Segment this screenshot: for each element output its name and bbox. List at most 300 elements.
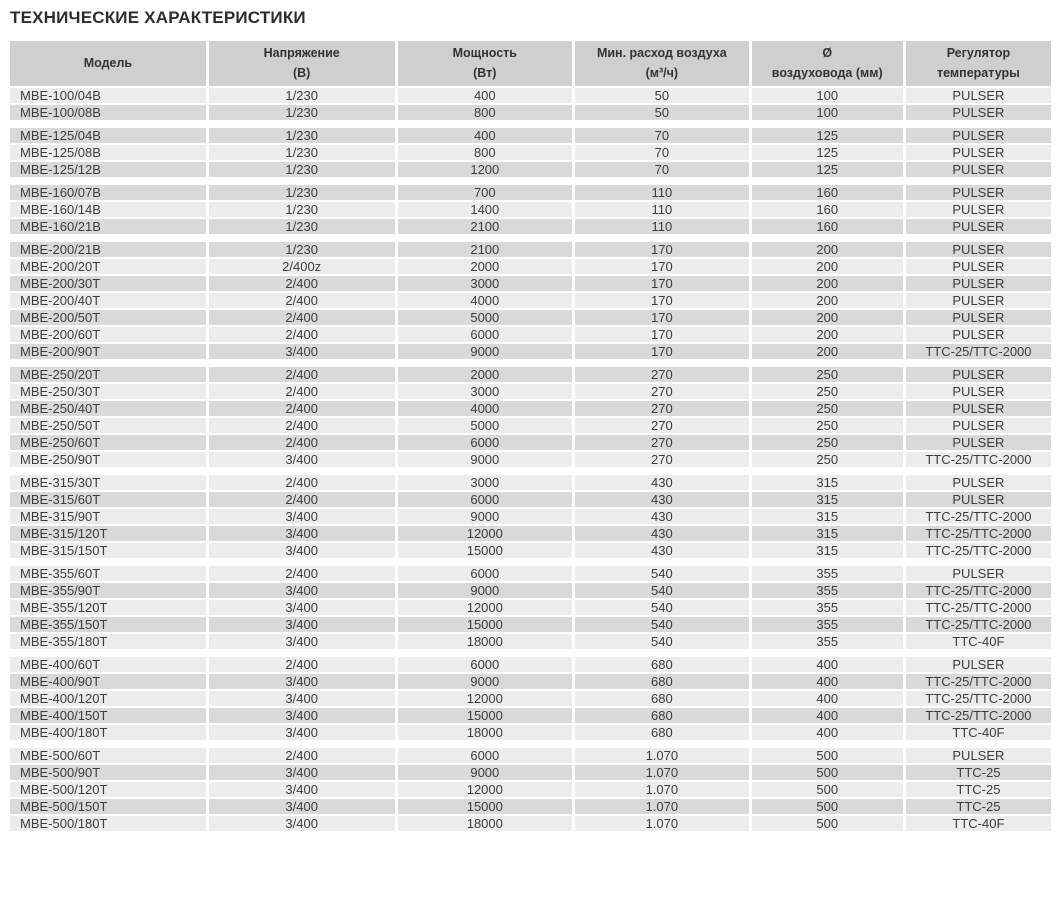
cell-voltage: 3/400 bbox=[206, 799, 395, 816]
cell-regulator: TTC-25/TTC-2000 bbox=[903, 583, 1051, 600]
table-row bbox=[10, 418, 1051, 435]
cell-diameter: 400 bbox=[749, 657, 903, 674]
cell-voltage: 2/400 bbox=[206, 293, 395, 310]
table-row bbox=[10, 509, 1051, 526]
cell-model: MBE-200/60T bbox=[10, 327, 206, 344]
cell-model: MBE-315/90T bbox=[10, 509, 206, 526]
column-header-line2: температуры bbox=[937, 66, 1020, 81]
table-row bbox=[10, 145, 1051, 162]
cell-diameter: 200 bbox=[749, 242, 903, 259]
cell-diameter: 200 bbox=[749, 293, 903, 310]
table-row bbox=[10, 799, 1051, 816]
cell-regulator: PULSER bbox=[903, 384, 1051, 401]
cell-power: 400 bbox=[395, 88, 573, 105]
table-row bbox=[10, 452, 1051, 469]
table-row bbox=[10, 344, 1051, 361]
table-row bbox=[10, 492, 1051, 509]
cell-regulator: PULSER bbox=[903, 435, 1051, 452]
cell-power: 18000 bbox=[395, 634, 573, 651]
cell-power: 15000 bbox=[395, 708, 573, 725]
cell-diameter: 355 bbox=[749, 583, 903, 600]
cell-diameter: 400 bbox=[749, 708, 903, 725]
cell-voltage: 1/230 bbox=[206, 128, 395, 145]
cell-voltage: 3/400 bbox=[206, 617, 395, 634]
cell-voltage: 2/400 bbox=[206, 566, 395, 583]
cell-voltage: 2/400z bbox=[206, 259, 395, 276]
cell-airflow: 50 bbox=[572, 105, 749, 122]
cell-diameter: 200 bbox=[749, 344, 903, 361]
cell-regulator: TTC-25/TTC-2000 bbox=[903, 617, 1051, 634]
cell-voltage: 3/400 bbox=[206, 526, 395, 543]
table-row bbox=[10, 748, 1051, 765]
cell-regulator: PULSER bbox=[903, 492, 1051, 509]
table-row bbox=[10, 708, 1051, 725]
cell-diameter: 250 bbox=[749, 452, 903, 469]
cell-power: 3000 bbox=[395, 475, 573, 492]
cell-regulator: PULSER bbox=[903, 276, 1051, 293]
cell-power: 800 bbox=[395, 105, 573, 122]
cell-model: MBE-355/120T bbox=[10, 600, 206, 617]
cell-airflow: 110 bbox=[572, 185, 749, 202]
cell-power: 9000 bbox=[395, 344, 573, 361]
cell-regulator: TTC-25/TTC-2000 bbox=[903, 344, 1051, 361]
cell-regulator: PULSER bbox=[903, 310, 1051, 327]
table-row bbox=[10, 782, 1051, 799]
cell-airflow: 540 bbox=[572, 634, 749, 651]
cell-power: 15000 bbox=[395, 799, 573, 816]
cell-airflow: 540 bbox=[572, 566, 749, 583]
cell-diameter: 315 bbox=[749, 543, 903, 560]
cell-airflow: 1.070 bbox=[572, 799, 749, 816]
column-header-line1: Мощность bbox=[452, 46, 517, 60]
table-row bbox=[10, 600, 1051, 617]
cell-power: 2100 bbox=[395, 242, 573, 259]
cell-power: 9000 bbox=[395, 583, 573, 600]
cell-power: 15000 bbox=[395, 617, 573, 634]
cell-diameter: 125 bbox=[749, 162, 903, 179]
cell-regulator: PULSER bbox=[903, 105, 1051, 122]
cell-regulator: PULSER bbox=[903, 367, 1051, 384]
cell-regulator: TTC-40F bbox=[903, 725, 1051, 742]
column-header-line1: Ø bbox=[822, 46, 833, 60]
table-row bbox=[10, 674, 1051, 691]
cell-model: MBE-250/40T bbox=[10, 401, 206, 418]
table-row bbox=[10, 691, 1051, 708]
cell-diameter: 400 bbox=[749, 725, 903, 742]
cell-diameter: 315 bbox=[749, 526, 903, 543]
cell-power: 3000 bbox=[395, 384, 573, 401]
cell-model: MBE-160/14B bbox=[10, 202, 206, 219]
table-row bbox=[10, 384, 1051, 401]
table-row bbox=[10, 435, 1051, 452]
cell-power: 12000 bbox=[395, 600, 573, 617]
cell-model: MBE-500/120T bbox=[10, 782, 206, 799]
column-header-line2: (В) bbox=[292, 66, 311, 81]
cell-diameter: 355 bbox=[749, 566, 903, 583]
cell-diameter: 355 bbox=[749, 600, 903, 617]
cell-voltage: 3/400 bbox=[206, 674, 395, 691]
table-row bbox=[10, 816, 1051, 833]
cell-diameter: 250 bbox=[749, 435, 903, 452]
cell-power: 400 bbox=[395, 128, 573, 145]
cell-power: 4000 bbox=[395, 293, 573, 310]
cell-diameter: 160 bbox=[749, 219, 903, 236]
cell-voltage: 2/400 bbox=[206, 367, 395, 384]
cell-model: MBE-100/04B bbox=[10, 88, 206, 105]
cell-power: 2000 bbox=[395, 259, 573, 276]
cell-model: MBE-355/90T bbox=[10, 583, 206, 600]
cell-voltage: 3/400 bbox=[206, 600, 395, 617]
table-row bbox=[10, 725, 1051, 742]
cell-regulator: TTC-25/TTC-2000 bbox=[903, 526, 1051, 543]
cell-airflow: 430 bbox=[572, 526, 749, 543]
cell-voltage: 1/230 bbox=[206, 105, 395, 122]
cell-diameter: 200 bbox=[749, 259, 903, 276]
cell-diameter: 250 bbox=[749, 401, 903, 418]
cell-model: MBE-400/150T bbox=[10, 708, 206, 725]
table-row bbox=[10, 566, 1051, 583]
table-row bbox=[10, 185, 1051, 202]
cell-airflow: 1.070 bbox=[572, 816, 749, 833]
cell-diameter: 125 bbox=[749, 145, 903, 162]
cell-airflow: 680 bbox=[572, 657, 749, 674]
cell-model: MBE-315/30T bbox=[10, 475, 206, 492]
cell-model: MBE-250/90T bbox=[10, 452, 206, 469]
cell-regulator: PULSER bbox=[903, 327, 1051, 344]
table-row bbox=[10, 367, 1051, 384]
cell-model: MBE-125/12B bbox=[10, 162, 206, 179]
table-row bbox=[10, 293, 1051, 310]
cell-airflow: 430 bbox=[572, 543, 749, 560]
table-row bbox=[10, 401, 1051, 418]
column-header-line1: Модель bbox=[83, 56, 133, 71]
cell-airflow: 170 bbox=[572, 276, 749, 293]
cell-power: 12000 bbox=[395, 526, 573, 543]
cell-diameter: 500 bbox=[749, 782, 903, 799]
cell-airflow: 170 bbox=[572, 259, 749, 276]
cell-airflow: 680 bbox=[572, 691, 749, 708]
cell-airflow: 1.070 bbox=[572, 765, 749, 782]
column-header-line2: (м³/ч) bbox=[645, 66, 679, 81]
cell-diameter: 160 bbox=[749, 185, 903, 202]
table-row bbox=[10, 259, 1051, 276]
table-row bbox=[10, 526, 1051, 543]
table-header bbox=[10, 41, 1051, 88]
table-row bbox=[10, 242, 1051, 259]
cell-model: MBE-500/60T bbox=[10, 748, 206, 765]
cell-diameter: 250 bbox=[749, 418, 903, 435]
cell-regulator: PULSER bbox=[903, 259, 1051, 276]
cell-power: 1200 bbox=[395, 162, 573, 179]
table-row bbox=[10, 543, 1051, 560]
cell-regulator: PULSER bbox=[903, 128, 1051, 145]
cell-airflow: 1.070 bbox=[572, 782, 749, 799]
cell-voltage: 3/400 bbox=[206, 708, 395, 725]
cell-voltage: 3/400 bbox=[206, 725, 395, 742]
cell-voltage: 2/400 bbox=[206, 384, 395, 401]
table-row bbox=[10, 617, 1051, 634]
cell-voltage: 2/400 bbox=[206, 748, 395, 765]
cell-airflow: 170 bbox=[572, 310, 749, 327]
table-row bbox=[10, 276, 1051, 293]
cell-power: 9000 bbox=[395, 674, 573, 691]
cell-model: MBE-400/60T bbox=[10, 657, 206, 674]
cell-model: MBE-250/50T bbox=[10, 418, 206, 435]
cell-airflow: 270 bbox=[572, 418, 749, 435]
cell-diameter: 355 bbox=[749, 634, 903, 651]
cell-regulator: TTC-25/TTC-2000 bbox=[903, 674, 1051, 691]
cell-diameter: 500 bbox=[749, 748, 903, 765]
cell-airflow: 540 bbox=[572, 583, 749, 600]
column-header-line2: воздуховода (мм) bbox=[771, 66, 883, 81]
cell-model: MBE-200/50T bbox=[10, 310, 206, 327]
cell-diameter: 315 bbox=[749, 492, 903, 509]
table-row bbox=[10, 162, 1051, 179]
table-row bbox=[10, 105, 1051, 122]
cell-voltage: 1/230 bbox=[206, 242, 395, 259]
table-header-row bbox=[10, 41, 1051, 88]
cell-airflow: 430 bbox=[572, 475, 749, 492]
cell-voltage: 3/400 bbox=[206, 782, 395, 799]
cell-model: MBE-200/21B bbox=[10, 242, 206, 259]
cell-power: 4000 bbox=[395, 401, 573, 418]
cell-airflow: 270 bbox=[572, 435, 749, 452]
cell-model: MBE-400/120T bbox=[10, 691, 206, 708]
cell-airflow: 110 bbox=[572, 202, 749, 219]
column-header-diameter bbox=[749, 41, 903, 88]
cell-model: MBE-355/60T bbox=[10, 566, 206, 583]
table-row bbox=[10, 128, 1051, 145]
cell-diameter: 500 bbox=[749, 816, 903, 833]
cell-power: 2100 bbox=[395, 219, 573, 236]
cell-power: 5000 bbox=[395, 310, 573, 327]
cell-voltage: 2/400 bbox=[206, 435, 395, 452]
cell-airflow: 170 bbox=[572, 242, 749, 259]
cell-regulator: PULSER bbox=[903, 162, 1051, 179]
cell-voltage: 2/400 bbox=[206, 657, 395, 674]
cell-regulator: PULSER bbox=[903, 748, 1051, 765]
cell-regulator: TTC-25/TTC-2000 bbox=[903, 708, 1051, 725]
cell-model: MBE-200/90T bbox=[10, 344, 206, 361]
cell-diameter: 100 bbox=[749, 88, 903, 105]
table-row bbox=[10, 202, 1051, 219]
cell-voltage: 1/230 bbox=[206, 145, 395, 162]
cell-regulator: PULSER bbox=[903, 566, 1051, 583]
cell-voltage: 1/230 bbox=[206, 88, 395, 105]
cell-model: MBE-200/30T bbox=[10, 276, 206, 293]
cell-model: MBE-355/180T bbox=[10, 634, 206, 651]
cell-model: MBE-315/60T bbox=[10, 492, 206, 509]
cell-airflow: 170 bbox=[572, 327, 749, 344]
cell-airflow: 110 bbox=[572, 219, 749, 236]
table-row bbox=[10, 327, 1051, 344]
cell-regulator: PULSER bbox=[903, 145, 1051, 162]
cell-power: 18000 bbox=[395, 816, 573, 833]
cell-regulator: TTC-25/TTC-2000 bbox=[903, 509, 1051, 526]
cell-airflow: 70 bbox=[572, 128, 749, 145]
cell-airflow: 270 bbox=[572, 367, 749, 384]
cell-voltage: 3/400 bbox=[206, 509, 395, 526]
cell-airflow: 540 bbox=[572, 617, 749, 634]
table-row bbox=[10, 475, 1051, 492]
cell-airflow: 680 bbox=[572, 674, 749, 691]
cell-regulator: TTC-25 bbox=[903, 765, 1051, 782]
cell-model: MBE-160/07B bbox=[10, 185, 206, 202]
cell-airflow: 680 bbox=[572, 725, 749, 742]
cell-model: MBE-125/08B bbox=[10, 145, 206, 162]
cell-voltage: 2/400 bbox=[206, 475, 395, 492]
cell-power: 9000 bbox=[395, 452, 573, 469]
cell-voltage: 2/400 bbox=[206, 310, 395, 327]
cell-airflow: 680 bbox=[572, 708, 749, 725]
technical-specs-table bbox=[10, 41, 1051, 833]
column-header-line1: Регулятор bbox=[946, 46, 1011, 60]
cell-power: 9000 bbox=[395, 765, 573, 782]
cell-diameter: 500 bbox=[749, 799, 903, 816]
cell-airflow: 70 bbox=[572, 162, 749, 179]
cell-model: MBE-160/21B bbox=[10, 219, 206, 236]
cell-power: 2000 bbox=[395, 367, 573, 384]
table-row bbox=[10, 657, 1051, 674]
cell-airflow: 430 bbox=[572, 509, 749, 526]
cell-diameter: 400 bbox=[749, 691, 903, 708]
cell-regulator: PULSER bbox=[903, 219, 1051, 236]
cell-voltage: 1/230 bbox=[206, 162, 395, 179]
cell-diameter: 250 bbox=[749, 384, 903, 401]
cell-airflow: 430 bbox=[572, 492, 749, 509]
table-row bbox=[10, 583, 1051, 600]
cell-regulator: PULSER bbox=[903, 401, 1051, 418]
table-row bbox=[10, 88, 1051, 105]
column-header-airflow bbox=[572, 41, 749, 88]
cell-power: 1400 bbox=[395, 202, 573, 219]
cell-airflow: 170 bbox=[572, 344, 749, 361]
cell-voltage: 3/400 bbox=[206, 583, 395, 600]
cell-regulator: TTC-25/TTC-2000 bbox=[903, 543, 1051, 560]
cell-model: MBE-250/60T bbox=[10, 435, 206, 452]
column-header-line1: Напряжение bbox=[263, 46, 340, 60]
cell-regulator: TTC-25/TTC-2000 bbox=[903, 691, 1051, 708]
column-header-voltage bbox=[206, 41, 395, 88]
cell-power: 5000 bbox=[395, 418, 573, 435]
cell-voltage: 3/400 bbox=[206, 691, 395, 708]
page-title: ТЕХНИЧЕСКИЕ ХАРАКТЕРИСТИКИ bbox=[10, 8, 306, 27]
cell-model: MBE-400/90T bbox=[10, 674, 206, 691]
cell-power: 6000 bbox=[395, 492, 573, 509]
cell-power: 6000 bbox=[395, 748, 573, 765]
cell-power: 12000 bbox=[395, 691, 573, 708]
cell-model: MBE-500/90T bbox=[10, 765, 206, 782]
cell-regulator: PULSER bbox=[903, 185, 1051, 202]
table-body bbox=[10, 88, 1051, 833]
cell-voltage: 2/400 bbox=[206, 401, 395, 418]
cell-voltage: 1/230 bbox=[206, 219, 395, 236]
cell-regulator: PULSER bbox=[903, 657, 1051, 674]
cell-model: MBE-250/20T bbox=[10, 367, 206, 384]
column-header-line1: Мин. расход воздуха bbox=[596, 46, 727, 60]
cell-model: MBE-100/08B bbox=[10, 105, 206, 122]
cell-voltage: 3/400 bbox=[206, 344, 395, 361]
cell-diameter: 315 bbox=[749, 475, 903, 492]
cell-voltage: 2/400 bbox=[206, 276, 395, 293]
cell-model: MBE-355/150T bbox=[10, 617, 206, 634]
table-row bbox=[10, 219, 1051, 236]
cell-airflow: 270 bbox=[572, 452, 749, 469]
cell-diameter: 200 bbox=[749, 310, 903, 327]
cell-airflow: 270 bbox=[572, 384, 749, 401]
cell-regulator: PULSER bbox=[903, 88, 1051, 105]
column-header-regulator bbox=[903, 41, 1051, 88]
cell-diameter: 250 bbox=[749, 367, 903, 384]
cell-diameter: 200 bbox=[749, 327, 903, 344]
cell-regulator: PULSER bbox=[903, 202, 1051, 219]
cell-power: 15000 bbox=[395, 543, 573, 560]
cell-power: 12000 bbox=[395, 782, 573, 799]
cell-regulator: PULSER bbox=[903, 475, 1051, 492]
cell-power: 9000 bbox=[395, 509, 573, 526]
cell-airflow: 170 bbox=[572, 293, 749, 310]
cell-regulator: PULSER bbox=[903, 418, 1051, 435]
cell-power: 6000 bbox=[395, 327, 573, 344]
cell-voltage: 2/400 bbox=[206, 327, 395, 344]
cell-diameter: 400 bbox=[749, 674, 903, 691]
cell-regulator: TTC-25/TTC-2000 bbox=[903, 600, 1051, 617]
table-row bbox=[10, 765, 1051, 782]
cell-voltage: 3/400 bbox=[206, 765, 395, 782]
cell-model: MBE-125/04B bbox=[10, 128, 206, 145]
cell-power: 3000 bbox=[395, 276, 573, 293]
table-row bbox=[10, 310, 1051, 327]
cell-regulator: TTC-25 bbox=[903, 782, 1051, 799]
cell-diameter: 160 bbox=[749, 202, 903, 219]
cell-power: 800 bbox=[395, 145, 573, 162]
cell-model: MBE-200/40T bbox=[10, 293, 206, 310]
cell-regulator: PULSER bbox=[903, 242, 1051, 259]
cell-regulator: TTC-40F bbox=[903, 634, 1051, 651]
cell-model: MBE-250/30T bbox=[10, 384, 206, 401]
cell-model: MBE-200/20T bbox=[10, 259, 206, 276]
cell-power: 6000 bbox=[395, 566, 573, 583]
column-header-power bbox=[395, 41, 573, 88]
cell-diameter: 500 bbox=[749, 765, 903, 782]
cell-diameter: 100 bbox=[749, 105, 903, 122]
cell-regulator: TTC-25/TTC-2000 bbox=[903, 452, 1051, 469]
cell-voltage: 2/400 bbox=[206, 492, 395, 509]
cell-power: 700 bbox=[395, 185, 573, 202]
cell-airflow: 1.070 bbox=[572, 748, 749, 765]
cell-airflow: 70 bbox=[572, 145, 749, 162]
cell-model: MBE-315/120T bbox=[10, 526, 206, 543]
cell-voltage: 3/400 bbox=[206, 634, 395, 651]
cell-diameter: 355 bbox=[749, 617, 903, 634]
cell-model: MBE-315/150T bbox=[10, 543, 206, 560]
cell-diameter: 200 bbox=[749, 276, 903, 293]
cell-voltage: 3/400 bbox=[206, 816, 395, 833]
cell-airflow: 540 bbox=[572, 600, 749, 617]
cell-voltage: 3/400 bbox=[206, 543, 395, 560]
cell-airflow: 270 bbox=[572, 401, 749, 418]
column-header-line2: (Вт) bbox=[473, 66, 497, 81]
cell-regulator: PULSER bbox=[903, 293, 1051, 310]
cell-regulator: TTC-25 bbox=[903, 799, 1051, 816]
cell-voltage: 3/400 bbox=[206, 452, 395, 469]
cell-model: MBE-400/180T bbox=[10, 725, 206, 742]
cell-power: 18000 bbox=[395, 725, 573, 742]
cell-voltage: 2/400 bbox=[206, 418, 395, 435]
cell-diameter: 125 bbox=[749, 128, 903, 145]
cell-model: MBE-500/150T bbox=[10, 799, 206, 816]
cell-power: 6000 bbox=[395, 657, 573, 674]
